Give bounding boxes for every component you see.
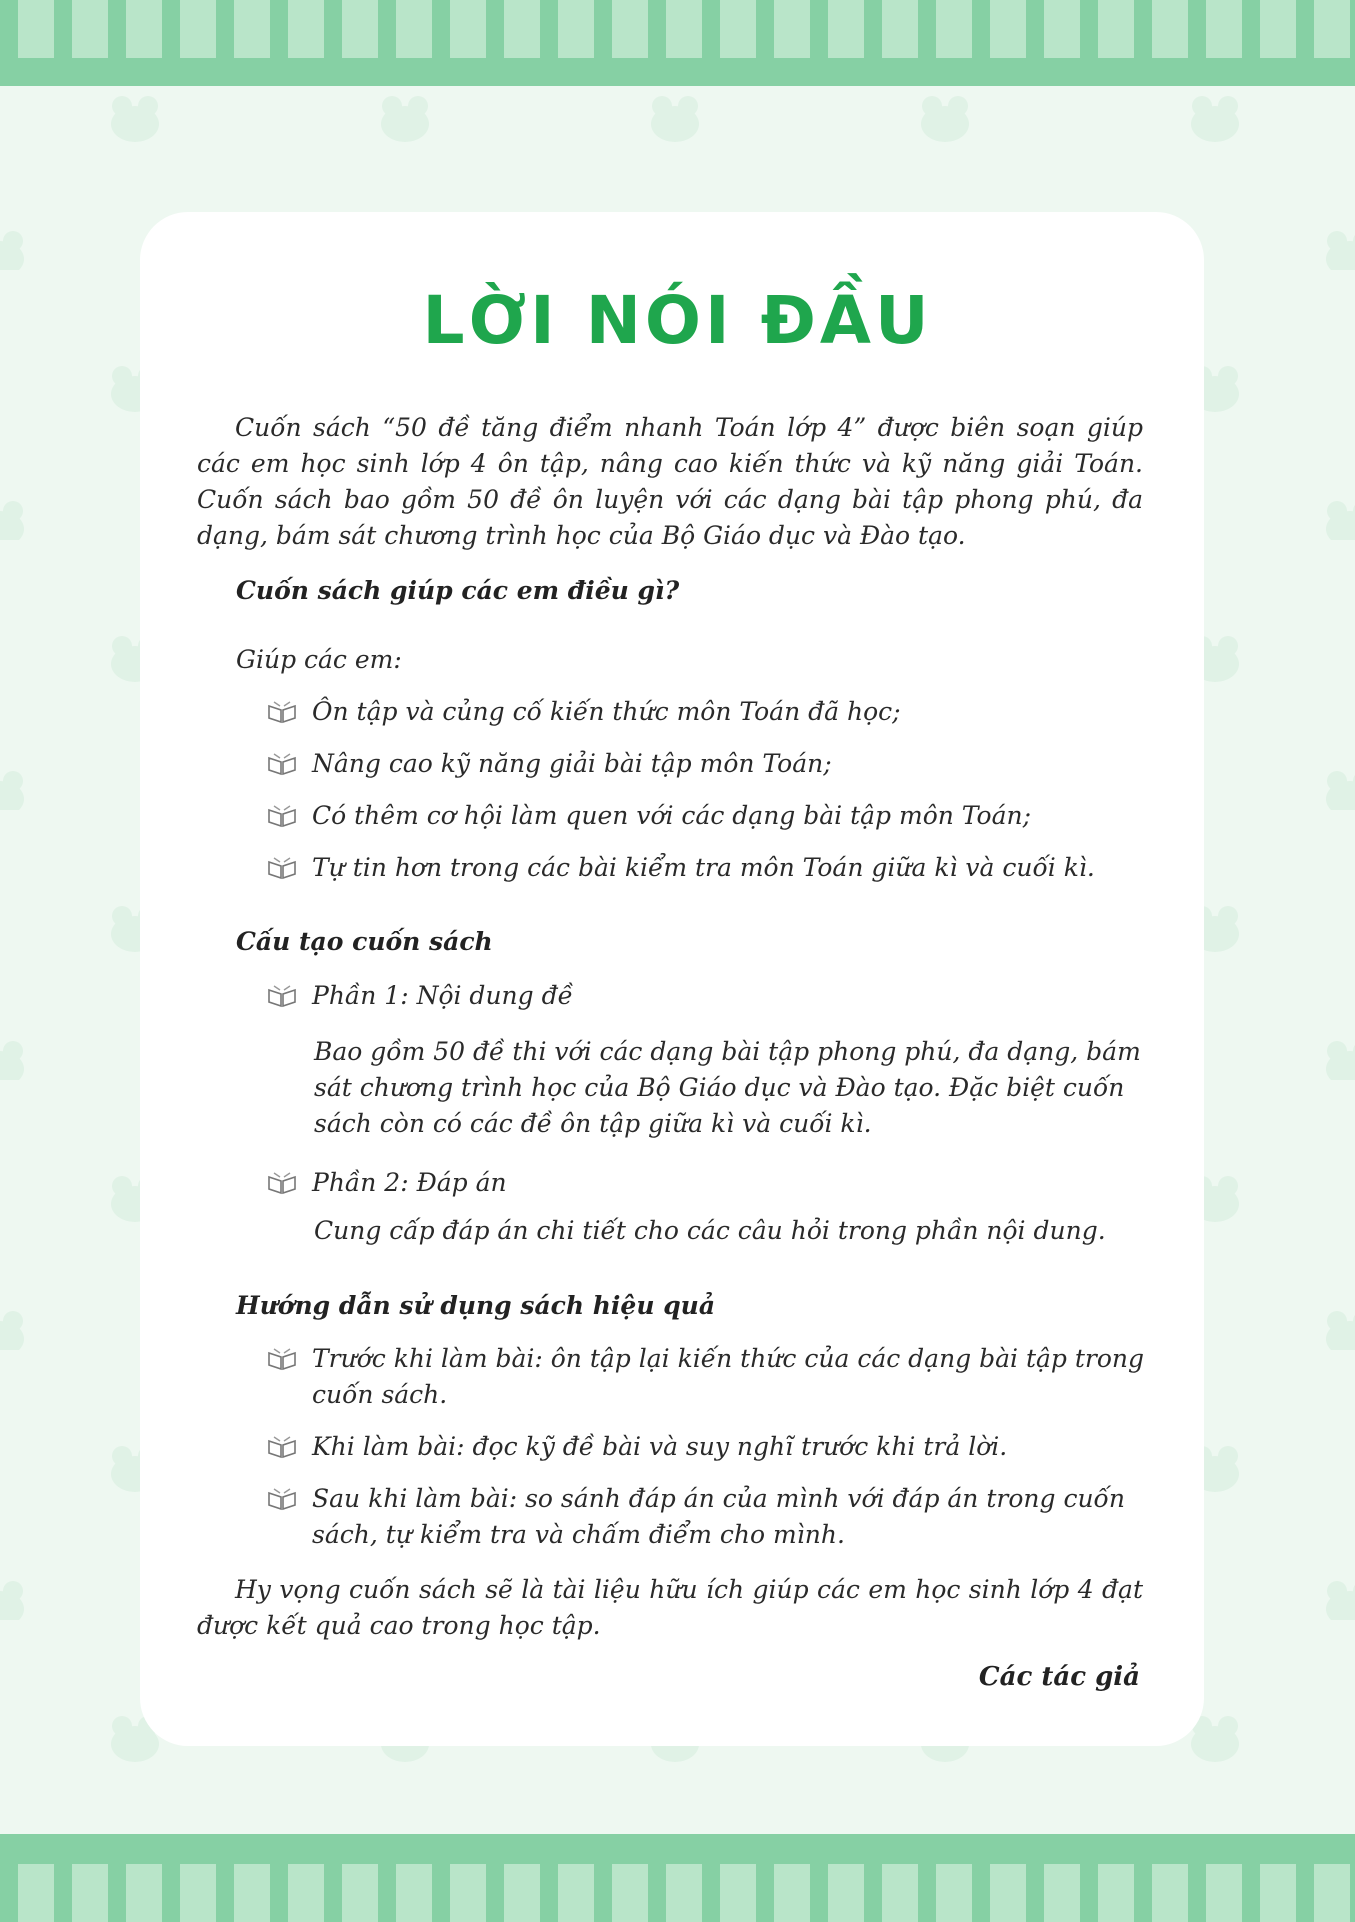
guide-item [266,1429,1146,1465]
guide-item-text: Trước khi làm bài: ôn tập lại kiến thức của các dạng bài tập trong cuốn sách. [312,1344,1145,1409]
structure-part-desc: Cung cấp đáp án chi tiết cho các câu hỏi trong phần nội dung. [314,1216,1106,1245]
bottom-border-band [0,1834,1355,1922]
border-cell [1206,1864,1242,1922]
border-cell [612,0,648,58]
border-cell [936,1864,972,1922]
signature: Các tác giả [978,1662,1140,1692]
open-book-icon [266,1171,298,1197]
border-cell [342,1864,378,1922]
guide-item [266,1481,1146,1553]
border-cell [990,1864,1026,1922]
border-cell [1314,0,1350,58]
structure-part-label: Phần 2: Đáp án [312,1168,507,1197]
border-cell [882,1864,918,1922]
border-cell [504,1864,540,1922]
border-cell [234,1864,270,1922]
guide-item-text: Khi làm bài: đọc kỹ đề bài và suy nghĩ trước khi trả lời. [312,1432,1008,1461]
border-cell [72,1864,108,1922]
border-cell [558,0,594,58]
border-cell [1098,1864,1134,1922]
top-border-band [0,0,1355,86]
border-cell [450,1864,486,1922]
benefit-item-text: Ôn tập và củng cố kiến thức môn Toán đã học; [312,697,901,726]
intro-paragraph: Cuốn sách “50 đề tăng điểm nhanh Toán lớp 4” được biên soạn giúp các em học sinh lớp 4 ôn tập, nâng cao kiến thức và kỹ năng giải Toán. Cuốn sách bao gồm 50 đề ôn luyện với các dạng bài tập phong phú, đa dạng, bám sát chương trình học của Bộ Giáo dục và Đào tạo. [197,413,1143,550]
open-book-icon [266,1347,298,1373]
border-cell [1098,0,1134,58]
border-cell [828,0,864,58]
closing-block [197,1572,1143,1644]
border-cell [288,0,324,58]
structure-part-desc: Bao gồm 50 đề thi với các dạng bài tập phong phú, đa dạng, bám sát chương trình học của Bộ Giáo dục và Đào tạo. Đặc biệt cuốn sách còn có các đề ôn tập giữa kì và cuối kì. [314,1037,1141,1138]
open-book-icon [266,700,298,726]
border-cell [396,1864,432,1922]
benefit-item [266,798,1146,834]
border-cell [936,0,972,58]
border-cell [180,0,216,58]
border-cell [882,0,918,58]
open-book-icon [266,856,298,882]
structure-heading: Cấu tạo cuốn sách [236,927,493,956]
guide-item [266,1341,1146,1413]
border-cell [774,0,810,58]
benefit-item [266,694,1146,730]
guide-heading: Hướng dẫn sử dụng sách hiệu quả [236,1291,716,1320]
border-cell [774,1864,810,1922]
border-cell [18,1864,54,1922]
border-cell [450,0,486,58]
border-cell [504,0,540,58]
benefit-item-text: Nâng cao kỹ năng giải bài tập môn Toán; [312,749,832,778]
border-cell [18,0,54,58]
top-border-cells [0,0,1355,58]
border-cell [1260,0,1296,58]
border-cell [612,1864,648,1922]
border-cell [1152,1864,1188,1922]
benefits-heading: Cuốn sách giúp các em điều gì? [236,576,680,605]
benefit-item [266,850,1146,886]
border-cell [234,0,270,58]
benefit-item-text: Tự tin hơn trong các bài kiểm tra môn Toán giữa kì và cuối kì. [312,853,1095,882]
border-cell [1314,1864,1350,1922]
border-cell [1206,0,1242,58]
open-book-icon [266,984,298,1010]
border-cell [1044,0,1080,58]
border-cell [990,0,1026,58]
structure-part [266,978,1146,1014]
intro-block [197,410,1143,554]
benefit-item-text: Có thêm cơ hội làm quen với các dạng bài tập môn Toán; [312,801,1032,830]
border-cell [720,0,756,58]
border-cell [126,0,162,58]
bottom-border-cells [0,1864,1355,1922]
guide-item-text: Sau khi làm bài: so sánh đáp án của mình với đáp án trong cuốn sách, tự kiểm tra và chấm điểm cho mình. [312,1484,1125,1549]
border-cell [666,1864,702,1922]
closing-paragraph: Hy vọng cuốn sách sẽ là tài liệu hữu ích giúp các em học sinh lớp 4 đạt được kết quả cao trong học tập. [197,1575,1143,1640]
open-book-icon [266,804,298,830]
border-cell [828,1864,864,1922]
border-cell [666,0,702,58]
border-cell [558,1864,594,1922]
border-cell [126,1864,162,1922]
benefits-lead: Giúp các em: [236,645,402,674]
open-book-icon [266,1435,298,1461]
border-cell [180,1864,216,1922]
border-cell [288,1864,324,1922]
border-cell [720,1864,756,1922]
border-cell [1260,1864,1296,1922]
border-cell [72,0,108,58]
border-cell [342,0,378,58]
structure-part [266,1165,1146,1201]
page-title: LỜI NÓI ĐẦU [422,282,933,359]
structure-part-label: Phần 1: Nội dung đề [312,981,573,1010]
border-cell [1152,0,1188,58]
border-cell [396,0,432,58]
open-book-icon [266,1487,298,1513]
open-book-icon [266,752,298,778]
border-cell [1044,1864,1080,1922]
benefit-item [266,746,1146,782]
